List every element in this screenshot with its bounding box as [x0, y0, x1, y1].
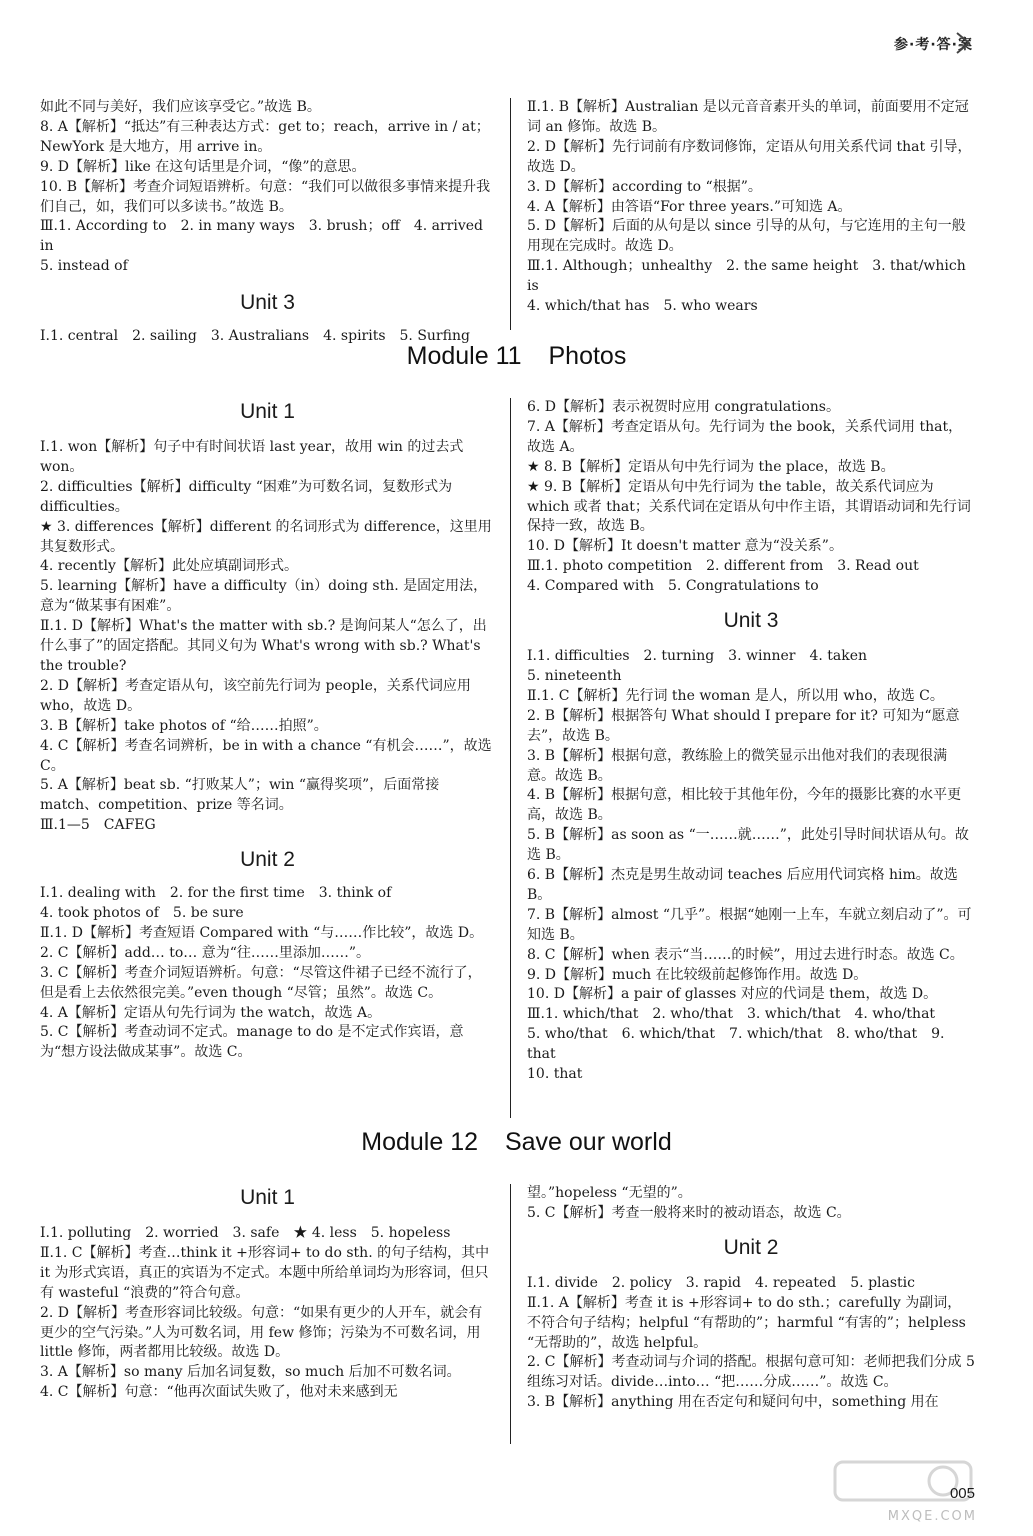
answer-line: 6. B【解析】杰克是男生故动词 teaches 后应用代词宾格 him。故选 B。: [527, 867, 958, 903]
unit-heading: Unit 1: [240, 400, 295, 423]
answer-line: 5. C【解析】考查动词不定式。manage to do 是不定式作宾语，意为“想方设法做成某事”。故选 C。: [40, 1024, 464, 1061]
module-name: Save our world: [504, 1128, 672, 1156]
answer-line: Ⅱ.1. A【解析】考查 it is +形容词+ to do sth.；carefully 为副词，不符合句子结构；helpful “有帮助的”；harmful “有害的”；helpless “无帮助的”，故选 helpful。: [527, 1294, 966, 1351]
answer-line: 4. C【解析】考查名词辨析，be in with a chance “有机会……”，故选 C。: [40, 737, 492, 774]
section-header: 参·考·答·案: [894, 37, 973, 53]
answer-line: 3. D【解析】according to “根据”。: [527, 178, 762, 195]
answer-line: 2. difficulties【解析】difficulty “困难”为可数名词，复数形式为 difficulties。: [40, 478, 453, 515]
answer-line: Ⅲ.1. Although；unhealthy 2. the same height 3. that/which is: [527, 258, 966, 295]
unit-heading: Unit 2: [240, 848, 295, 872]
answer-line: 3. C【解析】考查介词短语辨析。句意：“尽管这件裙子已经不流行了，但是看上去依然很完美。”even though “尽管；虽然”。故选 C。: [40, 964, 482, 1001]
answer-line: 2. D【解析】考查定语从句，该空前先行词为 people，关系代词应用 who，故选 D。: [40, 677, 471, 714]
answer-line: 4. took photos of 5. be sure: [40, 905, 244, 922]
answer-line: Ⅰ.1. difficulties 2. turning 3. winner 4. taken: [527, 648, 868, 665]
answer-line: 6. D【解析】表示祝贺时应用 congratulations。: [527, 399, 840, 415]
answer-line: 10. D【解析】It doesn't matter 意为“没关系”。: [527, 538, 843, 555]
answer-line: Ⅱ.1. D【解析】考查短语 Compared with “与……作比较”，故选 D。: [40, 924, 484, 941]
answer-line: 5. who/that 6. which/that 7. which/that 8. who/that 9. that: [527, 1026, 945, 1063]
unit-heading: Unit 2: [723, 1235, 779, 1259]
top-left-lines: [40, 98, 495, 277]
answer-line: 8. C【解析】when 表示“当……的时候”，用过去进行时态。故选 C。: [527, 946, 964, 963]
page-number: 005: [949, 1485, 975, 1502]
answer-line: 如此不同与美好，我们应该享受它。”故选 B。: [40, 99, 321, 115]
m12-left-column: [40, 1184, 495, 1403]
answer-line: Ⅰ.1. won【解析】句子中有时间状语 last year，故用 win 的过去式 won。: [40, 439, 464, 475]
top-left-column: [40, 98, 495, 347]
m11-right-column: [527, 398, 975, 1085]
answer-line: Ⅰ.1. divide 2. policy 3. rapid 4. repeated 5. plastic: [527, 1274, 915, 1291]
answer-line: ★ 3. differences【解析】different 的名词形式为 difference，这里用其复数形式。: [40, 518, 492, 555]
unit-heading: Unit 1: [240, 1186, 295, 1209]
answer-line: 2. B【解析】根据答句 What should I prepare for it? 可知为“愿意去”，故选 B。: [527, 707, 960, 744]
answer-line: 5. nineteenth: [527, 667, 622, 684]
answer-line: 5. instead of: [40, 258, 128, 275]
answer-line: 4. A【解析】定语从句先行词为 the watch，故选 A。: [40, 1004, 382, 1021]
answer-line: 3. A【解析】so many 后加名词复数，so much 后加不可数名词。: [40, 1364, 461, 1381]
module-number: Module 11: [406, 342, 522, 370]
answer-line: 10. B【解析】考查介词短语辨析。句意：“我们可以做很多事情来提升我们自己，如，我们可以多读书。”故选 B。: [40, 178, 491, 215]
answer-line: Ⅲ.1. photo competition 2. different from 3. Read out: [527, 558, 919, 575]
module-number: Module 12: [361, 1128, 479, 1156]
column-divider: [510, 98, 511, 330]
unit-heading: Unit 3: [240, 291, 295, 315]
answer-line: ★ 8. B【解析】定语从句中先行词为 the place，故选 B。: [527, 458, 895, 475]
answer-line: 9. D【解析】much 在比较级前起修饰作用。故选 D。: [527, 966, 868, 983]
column-divider: [510, 398, 511, 1118]
answer-line: 4. A【解析】由答语“For three years.”可知选 A。: [527, 198, 852, 215]
m11-left-column: [40, 398, 495, 1063]
answer-line: 9. D【解析】like 在这句话里是介词，“像”的意思。: [40, 158, 366, 175]
answer-line: 3. B【解析】anything 用在否定句和疑问句中，something 用在: [527, 1394, 939, 1411]
chevron-right-icon: [951, 30, 975, 56]
answer-line: Ⅰ.1. polluting 2. worried 3. safe ★ 4. less 5. hopeless: [40, 1225, 451, 1241]
answer-line: 7. A【解析】考查定语从句。先行词为 the book，关系代词用 that，故选 A。: [527, 418, 963, 455]
answer-line: Ⅱ.1. C【解析】先行词 the woman 是人，所以用 who，故选 C。: [527, 687, 944, 704]
answer-line: 5. A【解析】beat sb. “打败某人”；win “赢得奖项”，后面常接 match、competition、prize 等名词。: [40, 777, 440, 814]
answer-line: 4. Compared with 5. Congratulations to: [527, 578, 819, 595]
answer-line: 望。”hopeless “无望的”。: [527, 1185, 692, 1201]
answer-line: 4. which/that has 5. who wears: [527, 298, 758, 315]
answer-line: 2. D【解析】考查形容词比较级。句意：“如果有更少的人开车，就会有更少的空气污染。”人为可数名词，用 few 修饰；污染为不可数名词，用 little 修饰，两者都用比较级。故选 D。: [40, 1304, 483, 1361]
watermark-text: MXQE.COM: [887, 1509, 977, 1524]
answer-line: 8. A【解析】“抵达”有三种表达方式：get to；reach，arrive in / at；NewYork 是大地方，用 arrive in。: [40, 118, 490, 155]
answer-line: 4. B【解析】根据句意，相比较于其他年份，今年的摄影比赛的水平更高，故选 B。: [527, 787, 962, 824]
answer-line: Ⅱ.1. D【解析】What's the matter with sb.? 是询问某人“怎么了，出什么事了”的固定搭配。其同义句为 What's wrong with sb.? What's the trouble?: [40, 618, 487, 674]
answer-line: Ⅲ.1. which/that 2. who/that 3. which/that 4. who/that: [527, 1006, 936, 1023]
module-title: [0, 1128, 1033, 1157]
answer-line: 2. C【解析】考查动词与介词的搭配。根据句意可知：老师把我们分成 5 组练习对话。divide…into… “把……分成……”。故选 C。: [527, 1354, 975, 1391]
module-name: Photos: [548, 342, 627, 370]
answer-line: Ⅱ.1. C【解析】考查…think it +形容词+ to do sth. 的句子结构，其中 it 为形式宾语，真正的宾语为不定式。本题中所给单词均为形容词，但只有 wasteful “浪费的”符合句意。: [40, 1244, 490, 1301]
m12-right-column: [527, 1184, 975, 1413]
answer-line: 5. B【解析】as soon as “一……就……”，此处引导时间状语从句。故选 B。: [527, 827, 969, 864]
answer-line: Ⅰ.1. dealing with 2. for the first time 3. think of: [40, 885, 392, 902]
answer-line: 5. learning【解析】have a difficulty（in）doing sth. 是固定用法，意为“做某事有困难”。: [40, 578, 488, 615]
answer-line: 2. C【解析】add… to… 意为“往……里添加……”。: [40, 944, 371, 961]
answer-line: Ⅰ.1. central 2. sailing 3. Australians 4. spirits 5. Surfing: [40, 328, 470, 345]
answer-line: 4. C【解析】句意：“他再次面试失败了，他对未来感到无: [40, 1384, 398, 1401]
answer-line: Ⅲ.1—5 CAFEG: [40, 817, 156, 834]
answer-line: ★ 9. B【解析】定语从句中先行词为 the table，故关系代词应为 which 或者 that；关系代词在定语从句中作主语，其谓语动词和先行词保持一致，故选 B。: [527, 478, 971, 535]
answer-line: 5. C【解析】考查一般将来时的被动语态，故选 C。: [527, 1204, 851, 1221]
answer-line: 7. B【解析】almost “几乎”。根据“她刚一上车，车就立刻启动了”。可知选 B。: [527, 906, 972, 943]
answer-line: 5. D【解析】后面的从句是以 since 引导的从句，与它连用的主句一般用现在完成时。故选 D。: [527, 218, 966, 255]
column-divider: [510, 1184, 511, 1444]
answer-line: 10. D【解析】a pair of glasses 对应的代词是 them，故选 D。: [527, 986, 938, 1003]
answer-line: Ⅱ.1. B【解析】Australian 是以元音音素开头的单词，前面要用不定冠词 an 修饰。故选 B。: [527, 99, 969, 135]
answer-line: 10. that: [527, 1066, 583, 1083]
top-right-column: [527, 98, 975, 317]
answer-line: Ⅲ.1. According to 2. in many ways 3. brush；off 4. arrived in: [40, 218, 483, 255]
answer-line: 2. D【解析】先行词前有序数词修饰，定语从句用关系代词 that 引导，故选 D。: [527, 138, 972, 175]
answer-line: 3. B【解析】take photos of “给……拍照”。: [40, 717, 328, 734]
unit-heading: Unit 3: [723, 609, 779, 633]
module-title: [0, 342, 1033, 371]
answer-line: 4. recently【解析】此处应填副词形式。: [40, 558, 298, 575]
answer-line: 3. B【解析】根据句意，教练脸上的微笑显示出他对我们的表现很满意。故选 B。: [527, 747, 948, 784]
